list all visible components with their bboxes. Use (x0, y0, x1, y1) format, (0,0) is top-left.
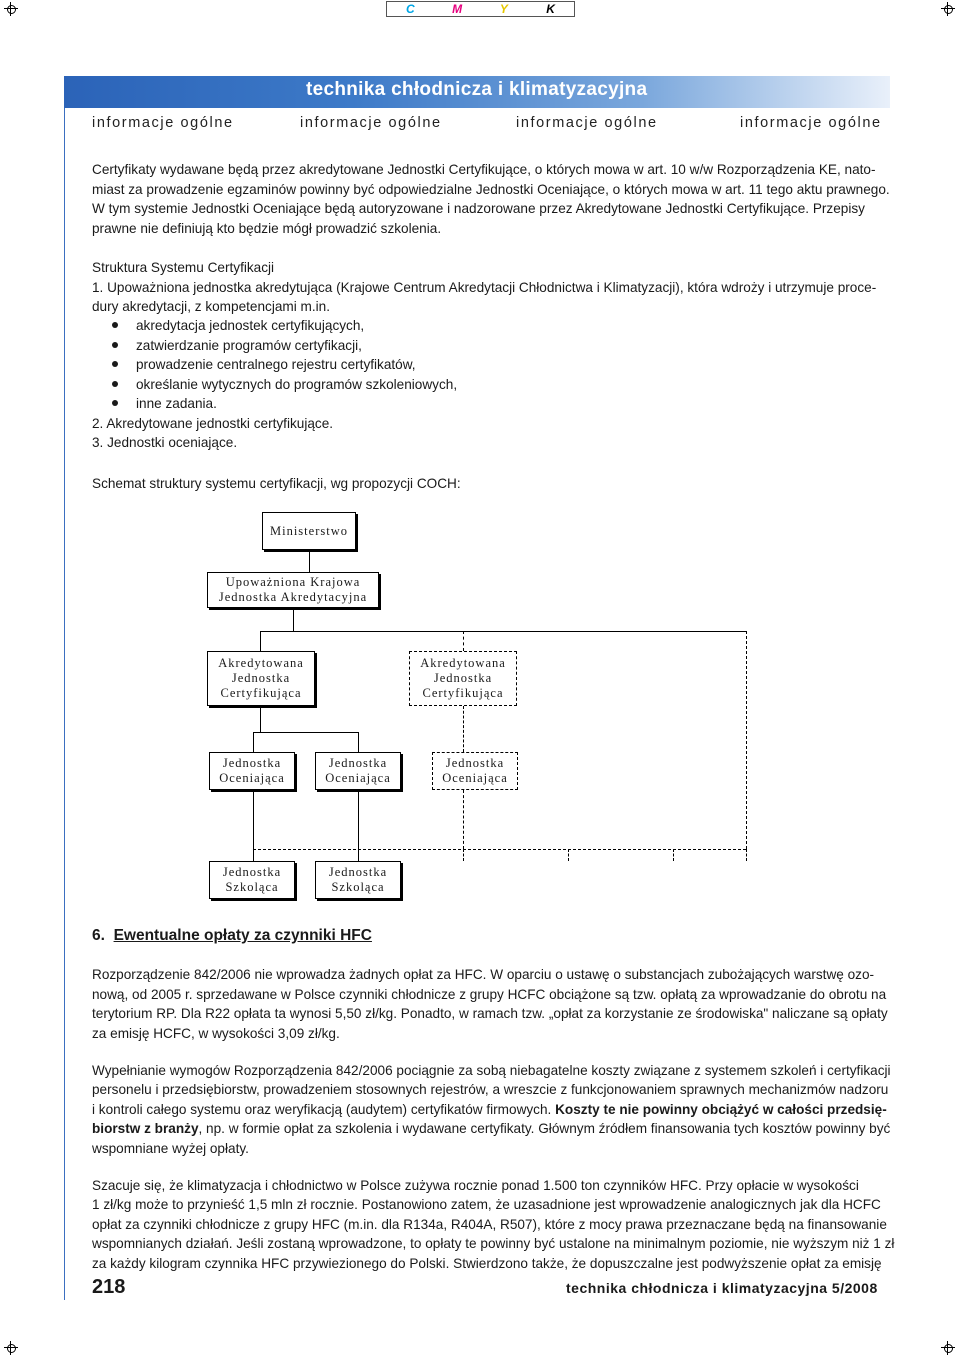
list-item: zatwierdzanie programów certyfikacji, (112, 336, 362, 355)
box-certifying-body-optional: Akredytowana Jednostka Certyfikująca (409, 651, 517, 706)
box-assessment-body: Jednostka Oceniająca (315, 752, 401, 790)
bullet-icon (112, 400, 118, 406)
section-heading: 6. Ewentualne opłaty za czynniki HFC (92, 927, 372, 944)
connector (309, 550, 310, 572)
structure-item-2: 2. Akredytowane jednostki certyfikujące. (92, 416, 334, 431)
paragraph-line: personelu i przedsiębiorstw, prowadzeniem stosownych rejestrów, a wreszcie z funkcjonowaniem sprawnych mechanizmów nadzoru (92, 1082, 889, 1097)
paragraph-line: opłat za czynniki chłodnicze z grupy HFC (m.in. dla R134a, R404A, R507), które z mocy prawa przeznaczane będą na finansowanie (92, 1217, 887, 1232)
list-item: określanie wytycznych do programów szkoleniowych, (112, 375, 457, 394)
footer-journal-title: technika chłodnicza i klimatyzacyjna 5/2008 (566, 1280, 878, 1296)
box-ministry: Ministerstwo (262, 512, 356, 550)
connector (358, 849, 359, 861)
registration-mark-icon (4, 1341, 18, 1355)
paragraph-line: biorstw z branży, np. w formie opłat za szkolenia i wydawane certyfikaty. Głównym źródłem finansowania tych kosztów powinny być (92, 1121, 891, 1136)
intro-line: prawne nie definiują kto będzie mógł prowadzić szkolenia. (92, 221, 442, 236)
structure-heading: Struktura Systemu Certyfikacji (92, 260, 275, 275)
cmyk-c: C (406, 2, 415, 16)
paragraph-line: i kontroli całego systemu oraz weryfikacją (audytem) certyfikatów firmowych. Koszty te nie powinny obciążyć w całości przedsię- (92, 1102, 887, 1117)
registration-mark-icon (941, 1341, 955, 1355)
cmyk-k: K (546, 2, 555, 16)
page-number: 218 (92, 1276, 126, 1298)
connector (253, 849, 254, 861)
section-label: informacje ogólne (516, 115, 658, 131)
intro-line: W tym systemie Jednostki Oceniające będą autoryzowane i nadzorowane przez Akredytowane Jednostki Certyfikujące. Przepisy (92, 201, 865, 216)
paragraph-line: za emisję HCFC, w wysokości 3,09 zł/kg. (92, 1026, 340, 1041)
section-label: informacje ogólne (92, 115, 234, 131)
connector (358, 790, 359, 849)
connector (253, 790, 254, 849)
connector (746, 631, 747, 849)
paragraph-line: wspomniane wyżej opłaty. (92, 1141, 249, 1156)
connector (568, 849, 569, 861)
paragraph-line: nową, od 2005 r. sprzedawane w Polsce czynniki chłodnicze z grupy HCFC obciążone są tzw. opłatą za wprowadzanie do obrotu na (92, 987, 887, 1002)
connector (293, 608, 294, 631)
list-item: akredytacja jednostek certyfikujących, (112, 316, 364, 335)
registration-mark-icon (4, 2, 18, 16)
connector (253, 732, 358, 733)
box-national-accreditation: Upoważniona Krajowa Jednostka Akredytacyjna (207, 572, 379, 608)
connector (253, 732, 254, 752)
cmyk-y: Y (499, 2, 508, 16)
journal-title: technika chłodnicza i klimatyzacyjna (306, 79, 648, 100)
intro-line: miast za prowadzenie egzaminów powinny być odpowiedzialne Jednostki Oceniające, o których mowa w art. 11 tego aktu prawnego. (92, 182, 890, 197)
structure-item-3: 3. Jednostki oceniające. (92, 435, 238, 450)
cmyk-m: M (452, 2, 463, 16)
connector (463, 849, 464, 861)
structure-item-1-cont: dury akredytacji, z kompetencjami m.in. (92, 299, 330, 314)
cmyk-color-bar (386, 1, 575, 17)
connector (746, 849, 747, 861)
box-training-body: Jednostka Szkoląca (209, 861, 295, 899)
margin-rule (64, 108, 65, 1300)
box-assessment-body-optional: Jednostka Oceniająca (432, 752, 518, 790)
connector (260, 706, 261, 732)
intro-line: Certyfikaty wydawane będą przez akredytowane Jednostki Certyfikujące, o których mowa w art. 10 w/w Rozporządzenia KE, nato- (92, 162, 876, 177)
diagram-caption: Schemat struktury systemu certyfikacji, wg propozycji COCH: (92, 476, 461, 491)
box-training-body: Jednostka Szkoląca (315, 861, 401, 899)
bullet-icon (112, 342, 118, 348)
paragraph-line: Rozporządzenie 842/2006 nie wprowadza żadnych opłat za HFC. W oparciu o ustawę o substancjach zubożających warstwę ozo- (92, 967, 875, 982)
bullet-icon (112, 381, 118, 387)
connector (463, 706, 464, 752)
paragraph-line: Wypełnianie wymogów Rozporządzenia 842/2006 pociągnie za sobą niebagatelne koszty związane z systemem szkoleń i certyfikacji (92, 1063, 891, 1078)
registration-mark-icon (941, 2, 955, 16)
bullet-icon (112, 322, 118, 328)
paragraph-line: za każdy kilogram czynnika HFC przywiezionego do Polski. Stwierdzono także, że dopuszczalne jest podwyższenie opłat za emisję (92, 1256, 882, 1271)
paragraph-line: wspomnianych działań. Jeśli zostaną wprowadzone, to opłaty te powinny być ustalone na minimalnym poziomie, nie wyższym niż 1 zł (92, 1236, 895, 1251)
connector (673, 849, 674, 861)
list-item: inne zadania. (112, 394, 217, 413)
box-certifying-body: Akredytowana Jednostka Certyfikująca (207, 651, 315, 706)
connector (463, 631, 464, 651)
bullet-icon (112, 361, 118, 367)
section-label: informacje ogólne (300, 115, 442, 131)
box-assessment-body: Jednostka Oceniająca (209, 752, 295, 790)
connector (260, 631, 746, 632)
connector (260, 631, 261, 651)
connector (463, 790, 464, 849)
paragraph-line: Szacuje się, że klimatyzacja i chłodnictwo w Polsce zużywa rocznie ponad 1.500 ton czynników HFC. Przy opłacie w wysokości (92, 1178, 859, 1193)
connector (358, 732, 359, 752)
paragraph-line: terytorium RP. Dla R22 opłata ta wynosi 5,50 zł/kg. Ponadto, w ramach tzw. „opłat za korzystanie ze środowiska" naliczane są opłaty (92, 1006, 888, 1021)
structure-item-1: 1. Upoważniona jednostka akredytująca (Krajowe Centrum Akredytacji Chłodnictwa i Klimatyzacji), która wdroży i utrzymuje proce- (92, 280, 877, 295)
list-item: prowadzenie centralnego rejestru certyfikatów, (112, 355, 416, 374)
paragraph-line: 1 zł/kg może to przynieść 1,5 mln zł rocznie. Postanowiono zatem, że uzasadnione jest wprowadzenie analogicznych jak dla HCFC (92, 1197, 881, 1212)
section-label: informacje ogólne (740, 115, 882, 131)
